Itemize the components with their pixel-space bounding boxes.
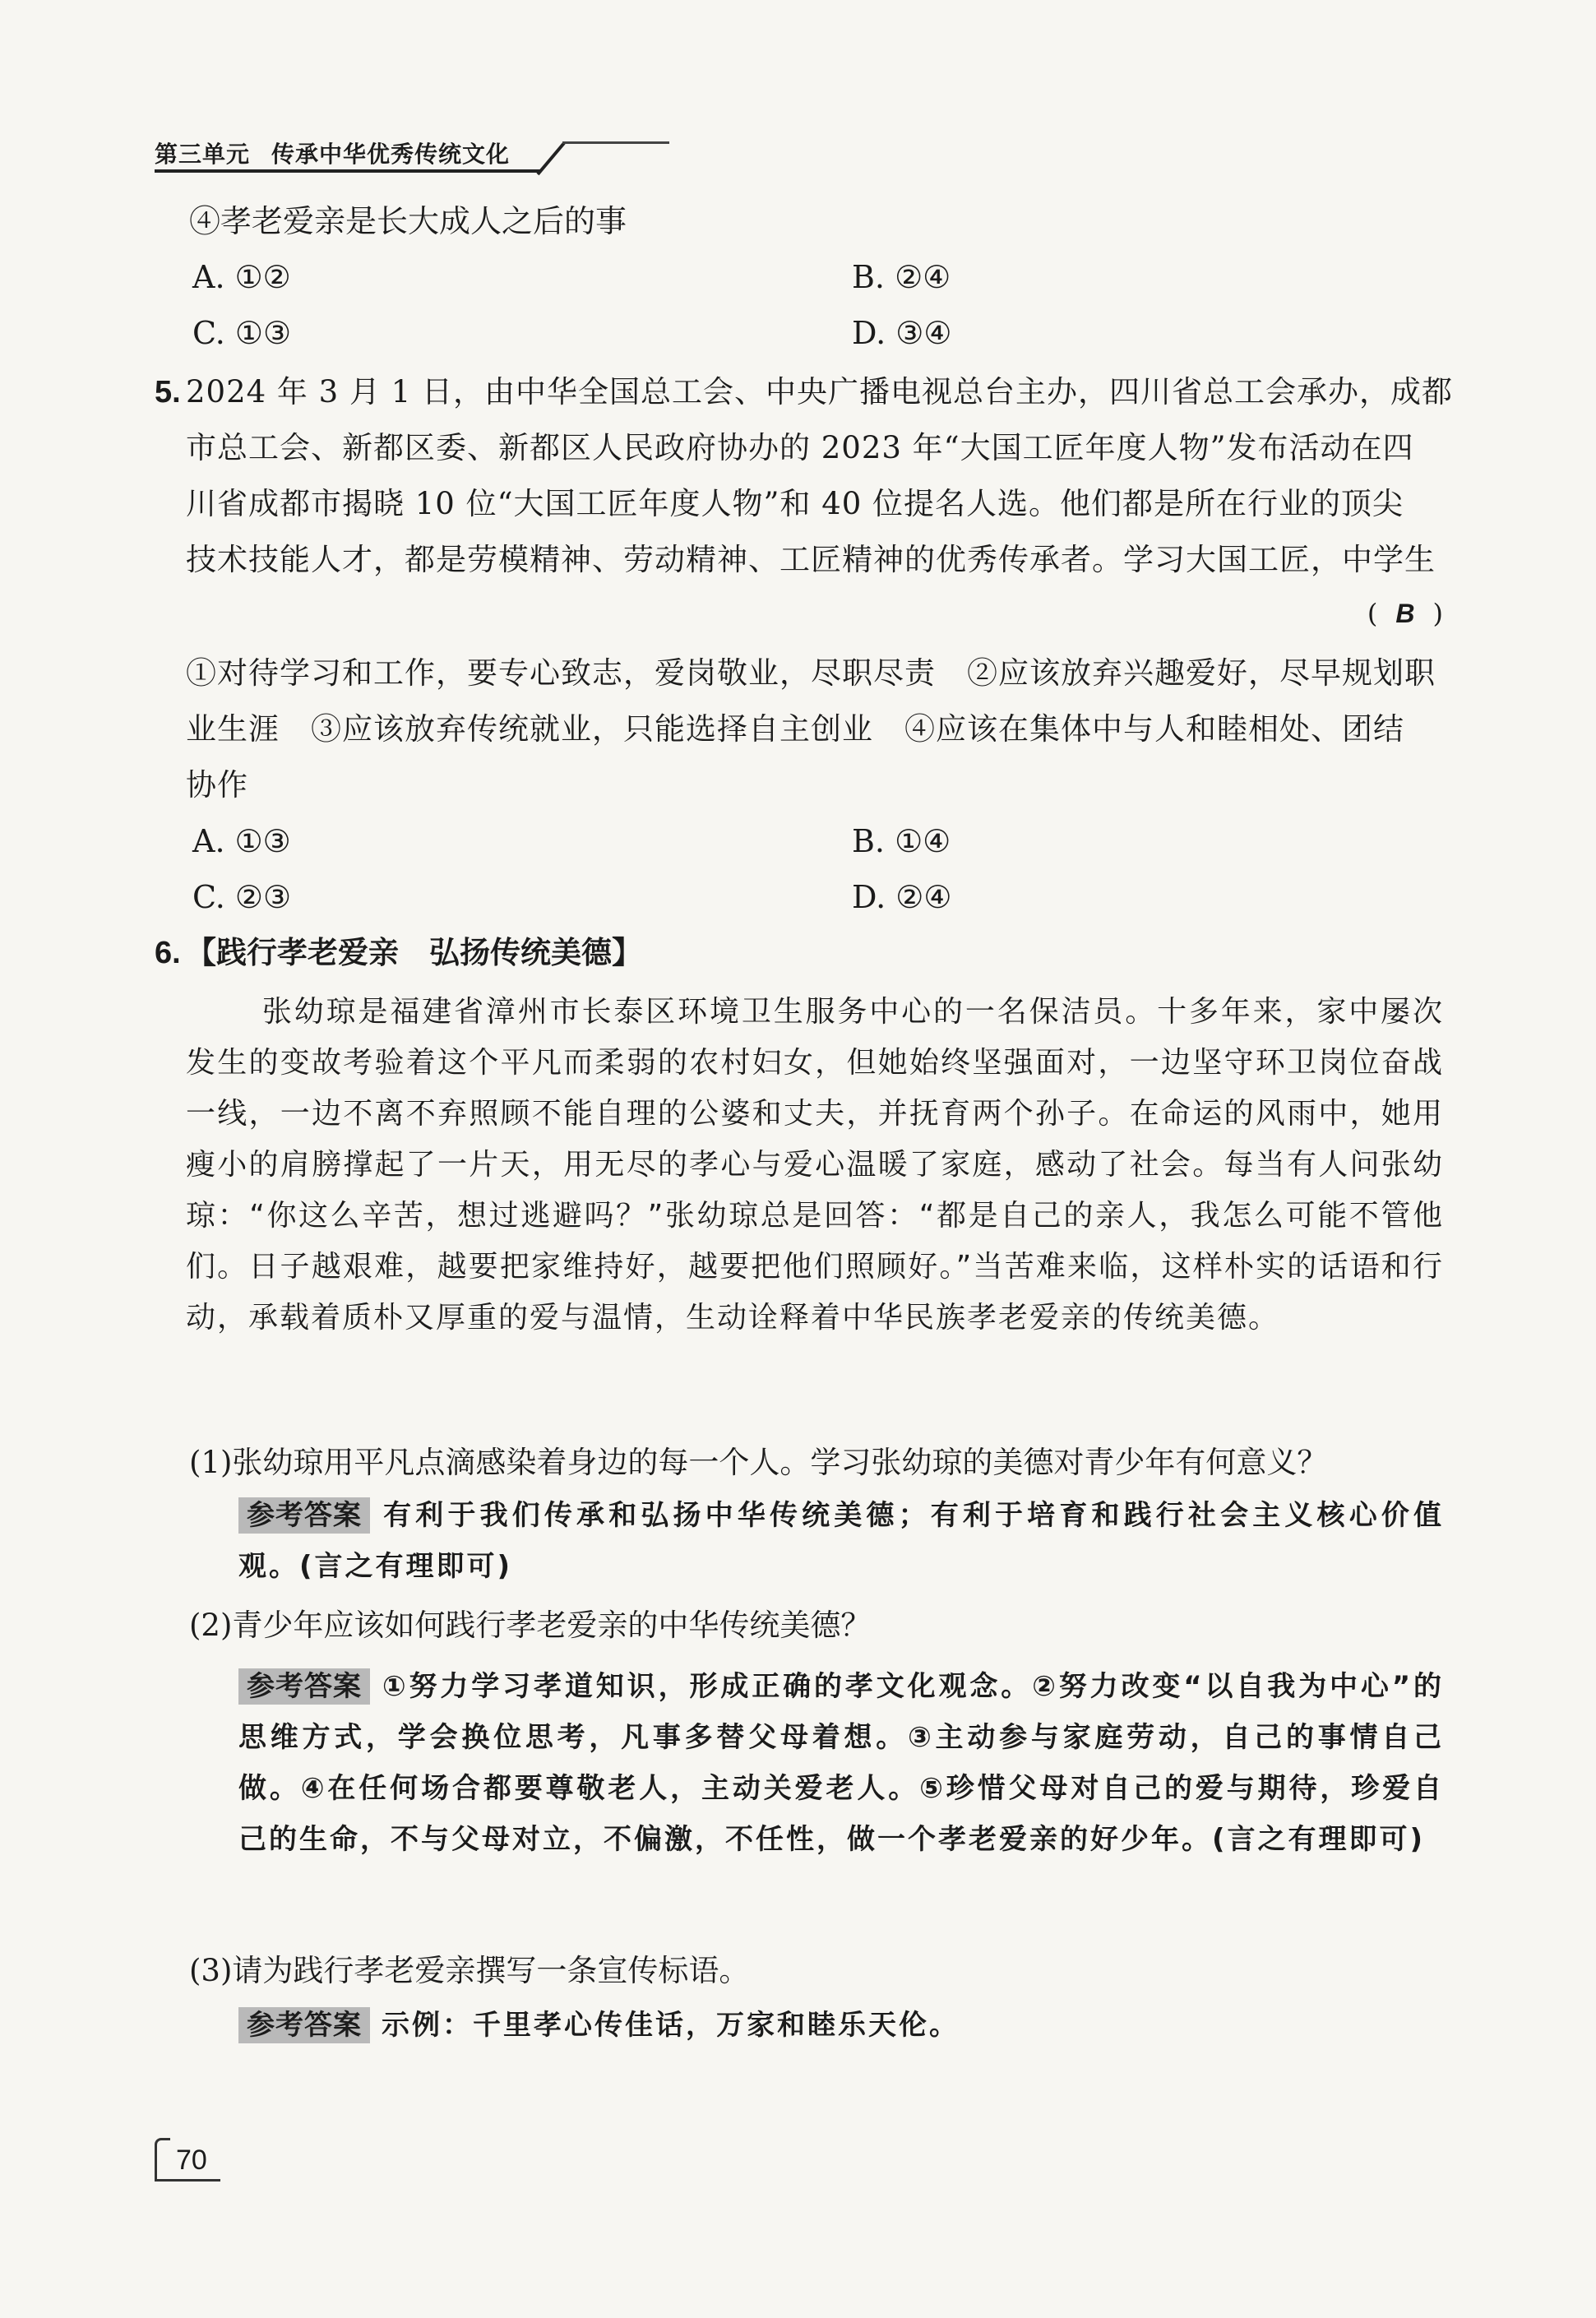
q5-stem-line-3: 川省成都市揭晓 10 位“大国工匠年度人物”和 40 位提名人选。他们都是所在行业的顶尖 <box>186 486 1404 521</box>
q6-passage <box>186 987 1444 1344</box>
q6-sub2-answer: ①努力学习孝道知识，形成正确的孝文化观念。②努力改变“以自我为中心”的思维方式，学会换位思考，凡事多替父母着想。③主动参与家庭劳动，自己的事情自己做。④在任何场合都要尊敬老人，主动关爱老人。⑤珍惜父母对自己的爱与期待，珍爱自己的生命，不与父母对立，不偏激，不任性，做一个孝老爱亲的好少年。(言之有理即可) <box>238 1670 1444 1856</box>
q5-stem-line-4: 技术技能人才，都是劳模精神、劳动精神、工匠精神的优秀传承者。学习大国工匠，中学生 <box>186 542 1436 577</box>
q6-sub2-answer-block <box>238 1661 1444 1865</box>
q6-passage-text: 张幼琼是福建省漳州市长泰区环境卫生服务中心的一名保洁员。十多年来，家中屡次发生的变故考验着这个平凡而柔弱的农村妇女，但她始终坚强面对，一边坚守环卫岗位奋战一线，一边不离不弃照顾不能自理的公婆和丈夫，并抚育两个孙子。在命运的风雨中，她用瘦小的肩膀撑起了一片天，用无尽的孝心与爱心温暖了家庭，感动了社会。每当有人问张幼琼：“你这么辛苦，想过逃避吗？”张幼琼总是回答：“都是自己的亲人，我怎么可能不管他们。日子越艰难，越要把家维持好，越要把他们照顾好。”当苦难来临，这样朴实的话语和行动，承载着质朴又厚重的爱与温情，生动诠释着中华民族孝老爱亲的传统美德。 <box>186 995 1444 1335</box>
q5-option-a: A. ①③ <box>192 823 291 859</box>
page-number: 70 <box>176 2144 207 2176</box>
q6-number: 6. <box>155 936 181 970</box>
page-number-frame <box>155 2138 170 2182</box>
q4-item-4: ④孝老爱亲是长大成人之后的事 <box>189 203 627 239</box>
q5-item-line-1: ①对待学习和工作，要专心致志，爱岗敬业，尽职尽责 ②应该放弃兴趣爱好，尽早规划职 <box>186 655 1436 691</box>
q4-option-c: C. ①③ <box>192 315 292 351</box>
unit-label: 第三单元 <box>155 141 251 168</box>
q5-answer-paren: ( B ) <box>1367 598 1443 629</box>
q6-title: 【践行孝老爱亲 弘扬传统美德】 <box>186 935 642 970</box>
q5-stem-line-1: 2024 年 3 月 1 日，由中华全国总工会、中央广播电视总台主办，四川省总工会承办，成都 <box>186 374 1454 409</box>
q6-sub1-answer: 有利于我们传承和弘扬中华传统美德；有利于培育和践行社会主义核心价值观。(言之有理即可) <box>238 1499 1444 1583</box>
q6-sub1-question: (1)张幼琼用平凡点滴感染着身边的每一个人。学习张幼琼的美德对青少年有何意义？ <box>189 1445 1328 1480</box>
answer-label: 参考答案 <box>238 1497 370 1534</box>
answer-label: 参考答案 <box>238 2007 370 2043</box>
header-top-rule <box>562 141 669 144</box>
page-number-rule <box>155 2179 220 2182</box>
q5-stem-line-2: 市总工会、新都区委、新都区人民政府协办的 2023 年“大国工匠年度人物”发布活动在四 <box>186 430 1414 465</box>
q5-answer: B <box>1395 599 1415 628</box>
page-header <box>155 130 510 169</box>
q5-option-b: B. ①④ <box>852 823 951 859</box>
q4-option-d: D. ③④ <box>852 315 952 351</box>
q5-item-line-3: 协作 <box>186 767 248 803</box>
q5-option-c: C. ②③ <box>192 879 292 915</box>
q4-option-b: B. ②④ <box>852 259 951 295</box>
q5-number: 5. <box>155 375 181 409</box>
q6-sub3-answer: 示例：千里孝心传佳话，万家和睦乐天伦。 <box>382 2009 960 2042</box>
q6-sub1-answer-block <box>238 1490 1444 1592</box>
header-underline <box>155 169 541 173</box>
q6-sub3-question: (3)请为践行孝老爱亲撰写一条宣传标语。 <box>189 1953 750 1988</box>
answer-label: 参考答案 <box>238 1668 370 1705</box>
q5-item-line-2: 业生涯 ③应该放弃传统就业，只能选择自主创业 ④应该在集体中与人和睦相处、团结 <box>186 711 1404 747</box>
unit-title: 传承中华优秀传统文化 <box>271 141 511 168</box>
q6-sub2-question: (2)青少年应该如何践行孝老爱亲的中华传统美德？ <box>189 1608 872 1643</box>
q6-sub3-answer-block <box>238 2000 1444 2051</box>
q4-option-a: A. ①② <box>192 259 291 295</box>
q5-option-d: D. ②④ <box>852 879 952 915</box>
